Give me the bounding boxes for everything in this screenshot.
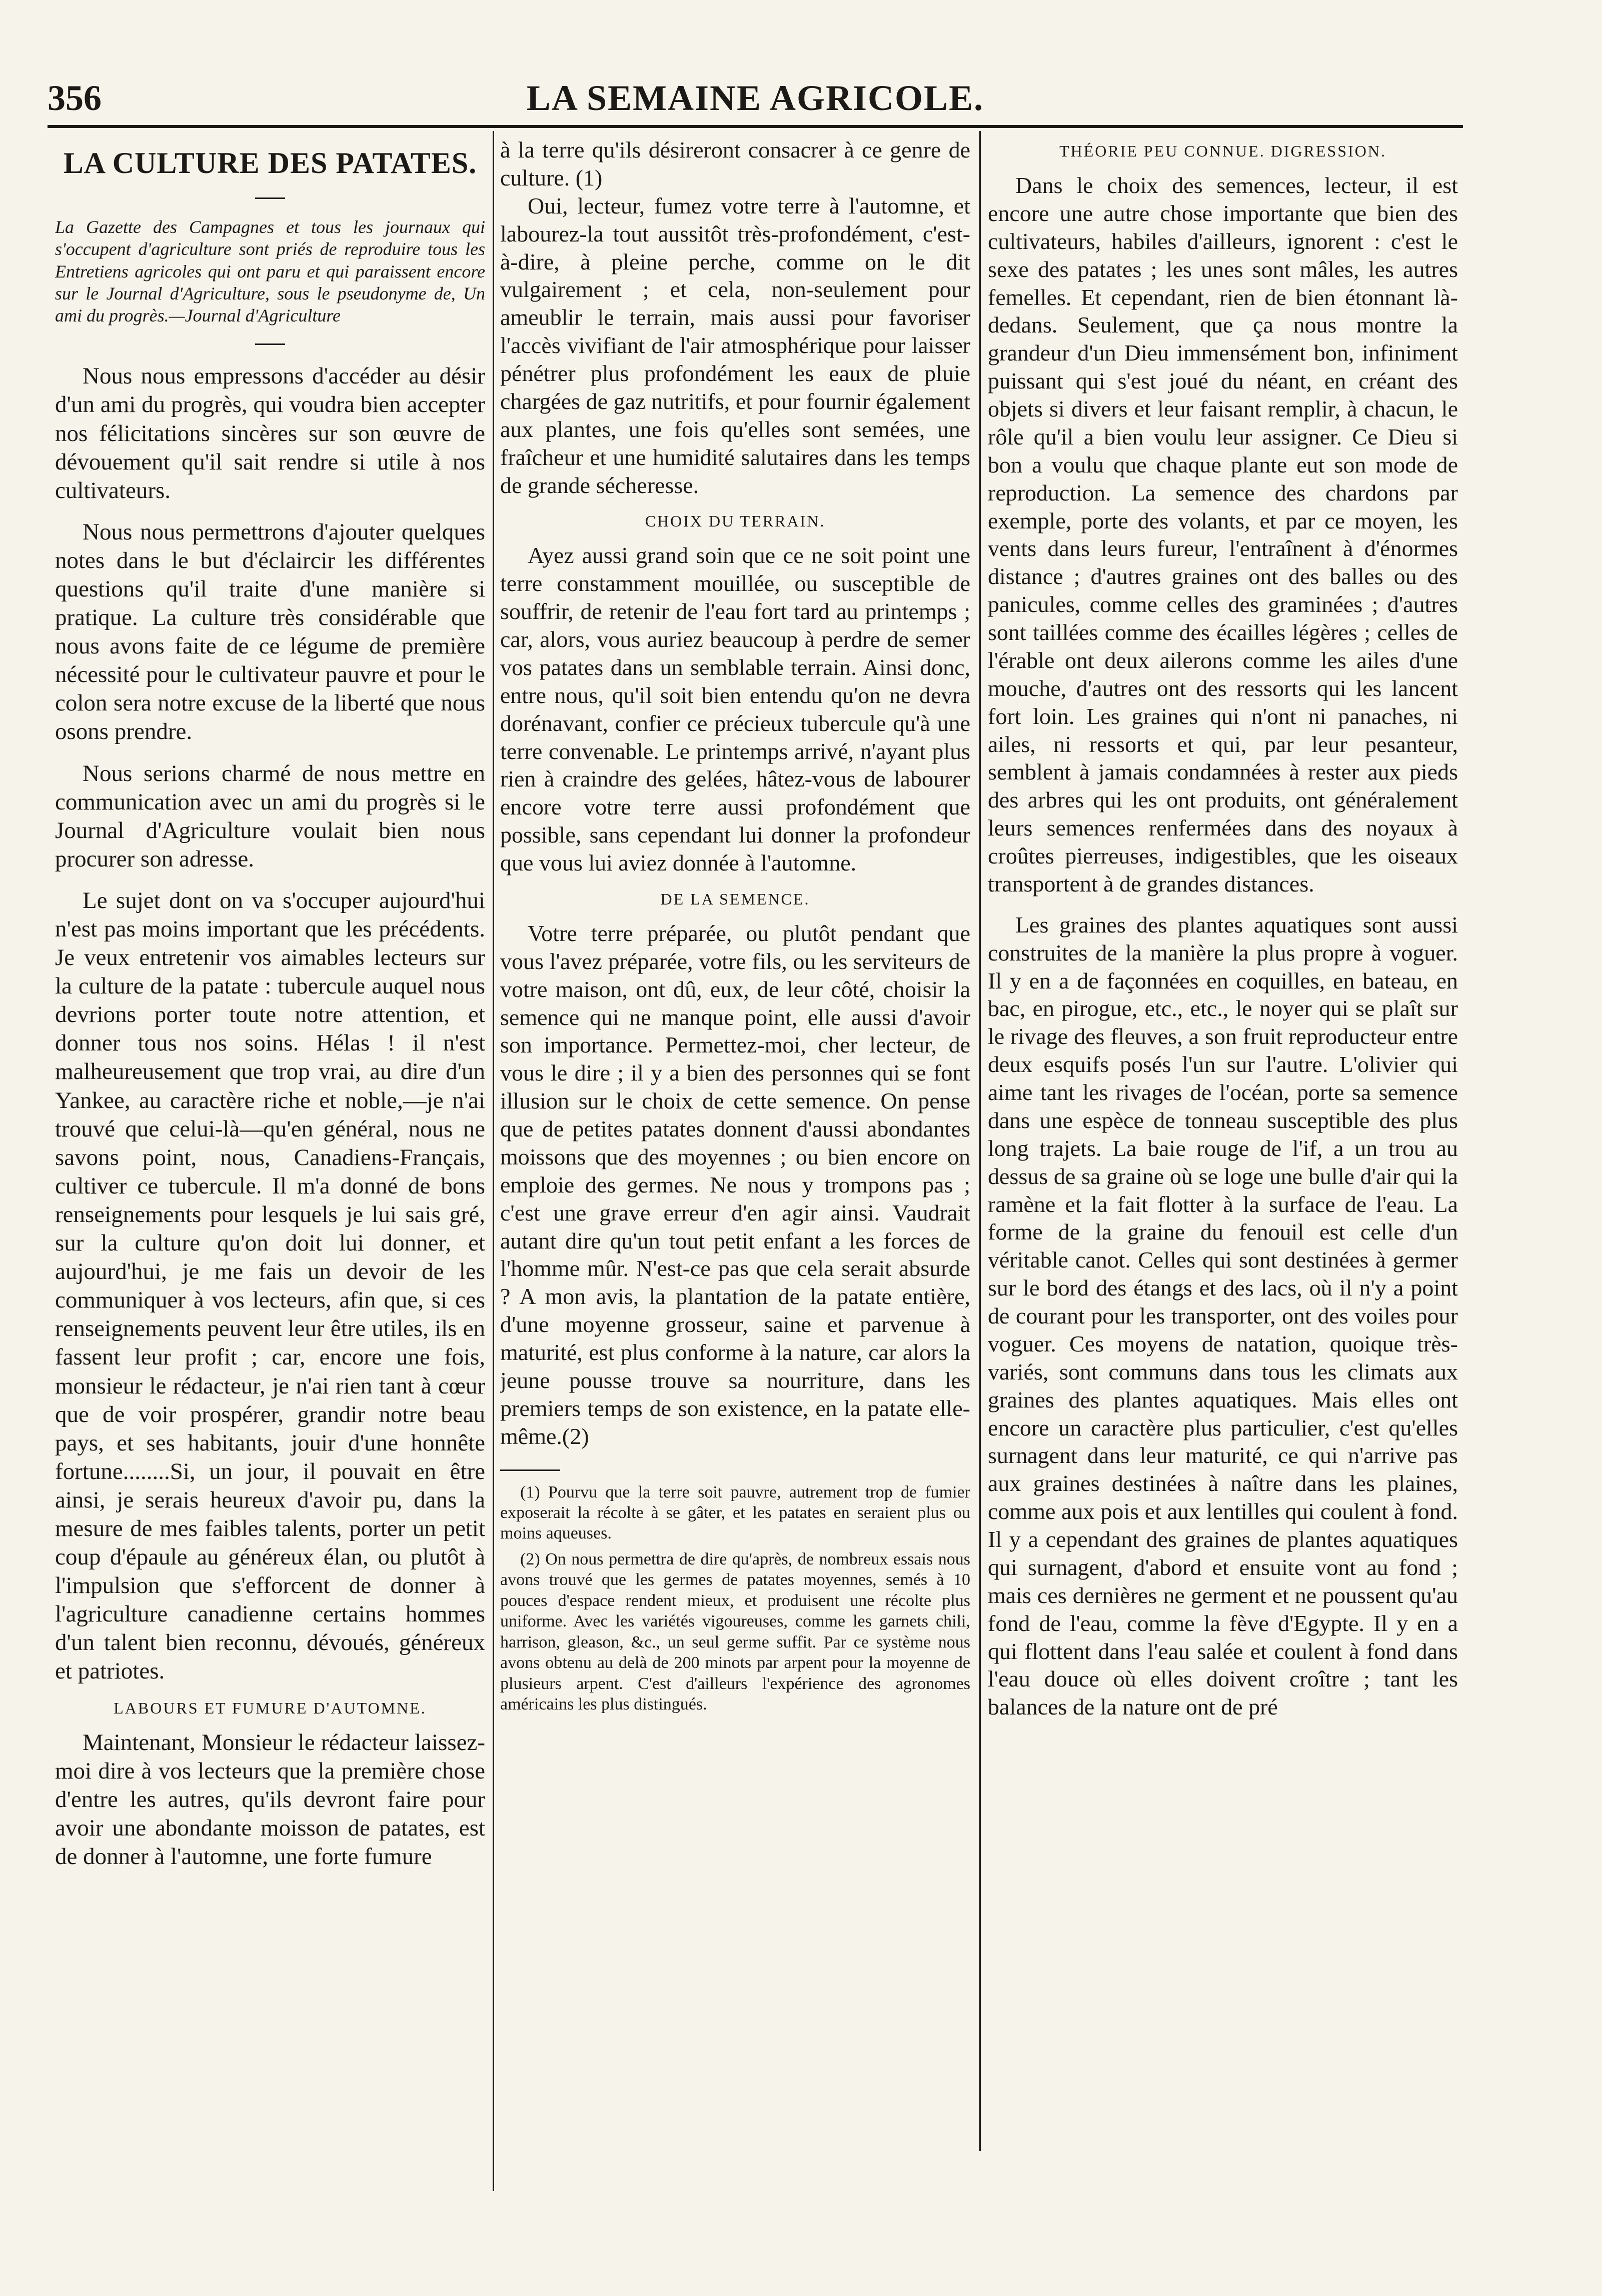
section-heading: CHOIX DU TERRAIN. xyxy=(645,512,826,530)
section-heading: LABOURS ET FUMURE D'AUTOMNE. xyxy=(114,1698,427,1717)
paragraph: Le sujet dont on va s'occuper aujourd'hui n'est pas moins important que les précédents. Je veux entretenir vos aimables lecteurs sur la culture de la patate : tubercule auquel nous devrions porter toute notre attention, et donner tous nos soins. Hélas ! il n'est malheureusement que trop vrai, au dire d'un Yankee, au caractère riche et noble,—je n'ai trouvé que celui-là—qu'en général, nous ne savons point, nous, Canadiens-Français, cultiver ce tubercule. Il m'a donné de bons renseignements pour lesquels je lui sais gré, sur la culture qu'on doit lui donner, et aujourd'hui, je me fais un devoir de les communiquer à vos lecteurs, afin que, si ces renseignements peuvent leur être utiles, ils en fassent leur profit ; car, encore une fois, monsieur le rédacteur, je n'ai rien tant à cœur que de voir prospérer, grandir notre beau pays, et ses habitants, jouir d'une honnête fortune........Si, un jour, il pouvait en être ainsi, je serais heureux d'avoir pu, dans la mesure de mes faibles talents, porter un petit coup d'épaule au généreux élan, ou plutôt à l'impulsion que s'efforcent de donner à l'agriculture canadienne certains hommes d'un talent bien reconnu, dévoués, généreux et patriotes. xyxy=(55,887,485,1684)
footnotes-rule xyxy=(500,1470,560,1471)
paragraph: Dans le choix des semences, lecteur, il est encore une autre chose importante que bien des cultivateurs, habiles d'ailleurs, ignorent : c'est le sexe des patates ; les unes sont mâles, les autres femelles. Et cependant, rien de bien étonnant là-dedans. Seulement, que ça nous montre la grandeur d'un Dieu immensément bon, infiniment puissant qui s'est joué du néant, en créant des objets si divers et leur faisant remplir, à chacun, le rôle qu'il a bien voulu leur assigner. Ce Dieu si bon a voulu que chaque plante eut son mode de reproduction. La semence des chardons par exemple, porte des volants, et par ce moyen, les vents dans leurs fureur, l'entraînent à d'énormes distance ; d'autres graines ont des balles ou des panicules, comme celles des graminées ; d'autres sont taillées comme des écailles légères ; celles de l'érable ont deux ailerons comme les ailes d'une mouche, d'autres ont des ressorts qui les lancent fort loin. Les graines qui n'ont ni panaches, ni ailes, ni ressorts et qui, par leur pesanteur, semblent à jamais condamnées à rester aux pieds des arbres qui les ont produits, ont généralement leurs semences renfermées dans des noyaux à croûtes pierreuses, indigestibles, que les oiseaux transportent à de grandes distances. xyxy=(988,172,1458,896)
column-3 xyxy=(988,136,1458,2156)
article-title: LA CULTURE DES PATATES. xyxy=(63,146,477,180)
paragraph-continued: à la terre qu'ils désireront consacrer à ce genre de culture. (1) xyxy=(500,137,970,190)
paragraph: Nous serions charmé de nous mettre en communication avec un ami du progrès si le Journal d'Agriculture voulait bien nous procurer son adresse. xyxy=(55,760,485,872)
column-divider-2 xyxy=(979,131,981,2151)
section-heading: THÉORIE PEU CONNUE. DIGRESSION. xyxy=(1059,142,1386,160)
footnote: (2) On nous permettra de dire qu'après, de nombreux essais nous avons trouvé que les germes de patates moyennes, semés à 10 pouces d'espace rendent mieux, et produisent une récolte plus uniforme. Avec les variétés vigoureuses, comme les garnets chili, harrison, gleason, &c., un seul germe suffit. Par ce système nous avons obtenu au delà de 200 minots par arpent pour la moyenne de plusieurs arpent. C'est d'ailleurs l'expérience des agronomes américains les plus distingués. xyxy=(500,1550,970,1714)
page-header xyxy=(48,78,1463,122)
paragraph: Oui, lecteur, fumez votre terre à l'automne, et labourez-la tout aussitôt très-profondément, c'est-à-dire, à pleine perche, comme on le dit vulgairement ; et cela, non-seulement pour ameublir le terrain, mais aussi pour favoriser l'accès vivifiant de l'air atmosphérique pour laisser pénétrer plus profondément les eaux de pluie chargées de gaz nutritifs, et pour fournir également aux plantes, une fois qu'elles sont semées, une fraîcheur et une humidité salutaires dans les temps de grande sécheresse. xyxy=(500,192,970,498)
footnote: (1) Pourvu que la terre soit pauvre, autrement trop de fumier exposerait la récolte à se gâter, et les patates en seraient plus ou moins aqueuses. xyxy=(500,1482,970,1543)
page-number: 356 xyxy=(48,78,102,118)
header-rule xyxy=(48,125,1463,128)
paragraph: Ayez aussi grand soin que ce ne soit point une terre constamment mouillée, ou susceptible de souffrir, de retenir de l'eau fort tard au printemps ; car, alors, vous auriez beaucoup à perdre de semer vos patates dans un semblable terrain. Ainsi donc, entre nous, qu'il soit bien entendu qu'on ne devra dorénavant, confier ce précieux tubercule qu'à une terre convenable. Le printemps arrivé, n'ayant plus rien à craindre des gelées, hâtez-vous de labourer encore votre terre aussi profondément que possible, sans cependant lui donner la profondeur que vous lui aviez donnée à l'automne. xyxy=(500,542,970,876)
paragraph: Nous nous empressons d'accéder au désir d'un ami du progrès, qui voudra bien accepter nos félicitations sincères sur son œuvre de dévouement qu'il sait rendre si utile à nos cultivateurs. xyxy=(55,363,485,504)
column-1 xyxy=(55,136,485,2196)
intro-dash xyxy=(255,344,285,345)
title-dash xyxy=(255,198,285,199)
section-heading: DE LA SEMENCE. xyxy=(660,890,810,908)
paragraph: Maintenant, Monsieur le rédacteur laissez-moi dire à vos lecteurs que la première chose d'entre les autres, qu'ils devront faire pour avoir une abondante moisson de patates, est de donner à l'automne, une forte fumure xyxy=(55,1729,485,1870)
paragraph: Nous nous permettrons d'ajouter quelques notes dans le but d'éclaircir les différentes questions qu'il traite d'une manière si pratique. La culture très considérable que nous avons faite de ce légume de première nécessité pour le cultivateur pauvre et pour le colon sera notre excuse de la liberté que nous osons prendre. xyxy=(55,518,485,745)
column-2 xyxy=(500,136,970,2136)
journal-title: LA SEMAINE AGRICOLE. xyxy=(526,78,984,118)
intro-note: La Gazette des Campagnes et tous les journaux qui s'occupent d'agriculture sont priés de reproduire tous les Entretiens agricoles qui ont paru et qui paraissent encore sur le Journal d'Agriculture, sous le pseudonyme de, Un ami du progrès.—Journal d'Agriculture xyxy=(55,217,485,326)
paragraph: Votre terre préparée, ou plutôt pendant que vous l'avez préparée, votre fils, ou les serviteurs de votre maison, ont dû, eux, de leur côté, choisir la semence qui ne manque point, elle aussi d'avoir son importance. Permettez-moi, cher lecteur, de vous le dire ; il y a bien des personnes qui se font illusion sur le choix de cette semence. On pense que de petites patates donnent d'aussi abondantes moissons que des moyennes ; ou bien encore on emploie des germes. Ne nous y trompons pas ; c'est une grave erreur d'en agir ainsi. Vaudrait autant dire qu'un tout petit enfant a les forces de l'homme mûr. N'est-ce pas que cela serait absurde ? A mon avis, la plantation de la patate entière, d'une moyenne grosseur, saine et parvenue à maturité, est plus conforme à la nature, car alors la jeune pousse trouve sa nourriture, dans les premiers temps de son existence, en la patate elle-même.(2) xyxy=(500,920,970,1449)
column-divider-1 xyxy=(493,131,494,2191)
paragraph: Les graines des plantes aquatiques sont aussi construites de la manière la plus propre à voguer. Il y en a de façonnées en coquilles, en bateau, en bac, en pirogue, etc., etc., le noyer qui se plaît sur le rivage des fleuves, a son fruit reproducteur entre deux esquifs posés l'un sur l'autre. L'olivier qui aime tant les rivages de l'océan, porte sa semence dans une espèce de tonneau susceptible des plus long trajets. La baie rouge de l'if, a un trou au dessus de sa graine où se loge une bulle d'air qui la ramène et la fait flotter à la surface de l'eau. La forme de la graine du fenouil est celle d'un véritable canot. Celles qui sont destinées à germer sur le bord des étangs et des lacs, où il n'y a point de courant pour les transporter, ont des voiles pour voguer. Ces moyens de natation, quoique très-variés, sont communs dans tous les climats aux graines des plantes aquatiques. Mais elles ont encore un caractère plus particulier, c'est qu'elles surnagent dans leur maturité, ce qui n'arrive pas aux graines destinées à naître dans les plaines, comme aux pois et aux lentilles qui coulent à fond. Il y a cependant des graines de plantes aquatiques qui surnagent, d'abord et ensuite vont au fond ; mais ces dernières ne germent et ne poussent qu'au fond de l'eau, comme la fève d'Egypte. Il y en a qui flottent dans l'eau salée et coulent à fond dans l'eau douce où elles doivent croître ; tant les balances de la nature ont de pré xyxy=(988,912,1458,1720)
